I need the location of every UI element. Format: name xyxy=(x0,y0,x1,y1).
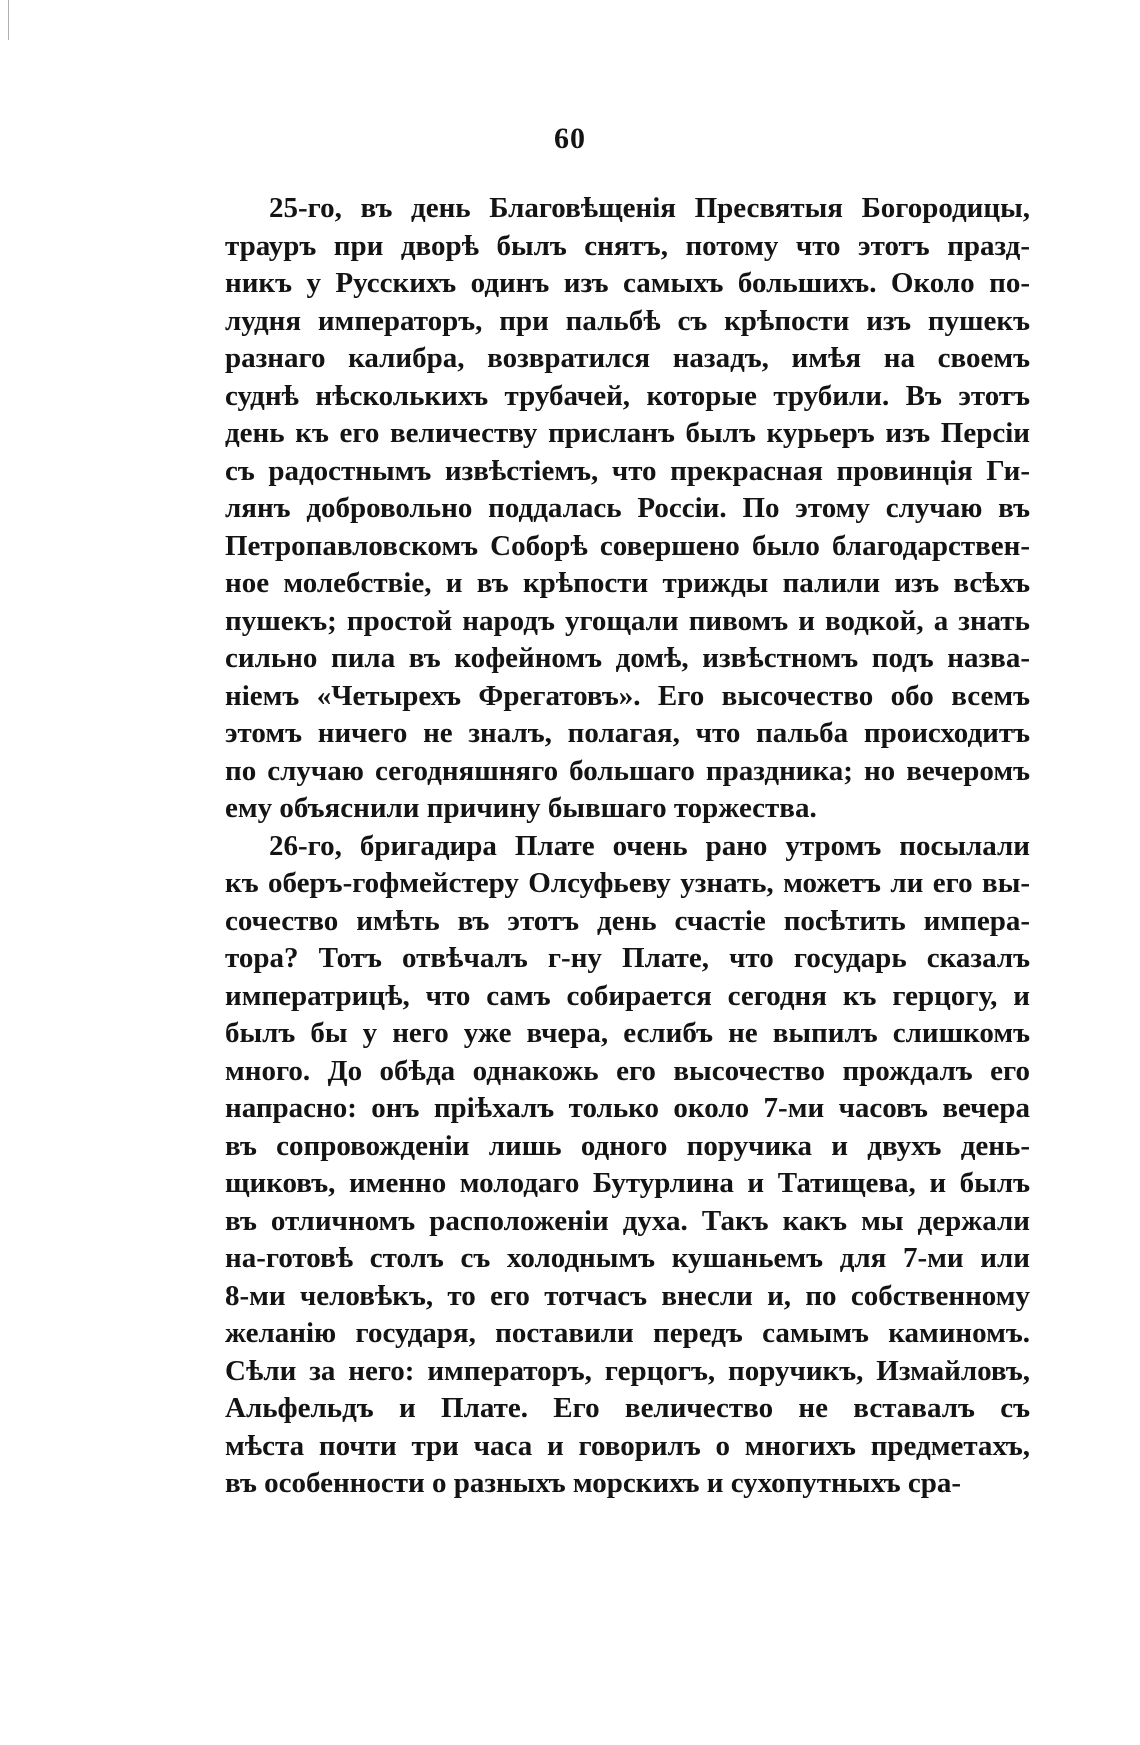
text-line: былъ бы у него уже вчера, еслибъ не выпилъ слишкомъ xyxy=(225,1017,1030,1049)
text-line: мѣста почти три часа и говорилъ о многихъ предметахъ, xyxy=(225,1429,1030,1462)
text-line: въ отличномъ расположеніи духа. Такъ какъ мы держали xyxy=(225,1204,1030,1237)
text-line: лудня императоръ, при пальбѣ съ крѣпости изъ пушекъ xyxy=(225,304,1030,337)
text-line: ему объяснили причину бывшаго торжества. xyxy=(225,792,817,824)
text-line: ніемъ «Четырехъ Фрегатовъ». Его высочество обо всемъ xyxy=(225,679,1030,712)
text-line: много. До обѣда однакожь его высочество прождалъ его xyxy=(225,1054,1030,1087)
text-line: императрицѣ, что самъ собирается сегодня къ герцогу, и xyxy=(225,979,1030,1012)
text-line: Альфельдъ и Плате. Его величество не вставалъ съ xyxy=(225,1392,1030,1424)
text-line: желанію государя, поставили передъ самымъ каминомъ. xyxy=(225,1317,1030,1349)
body-text xyxy=(225,190,1030,1503)
page-number: 60 xyxy=(554,122,586,155)
text-line: 26-го, бригадира Плате очень рано утромъ посылали xyxy=(269,829,1030,862)
text-line: по случаю сегодняшняго большаго праздника; но вечеромъ xyxy=(225,754,1030,787)
text-line: Петропавловскомъ Соборѣ совершено было благодарствен- xyxy=(225,529,1030,562)
text-line: пушекъ; простой народъ угощали пивомъ и водкой, а знать xyxy=(225,604,1030,637)
text-line: ное молебствіе, и въ крѣпости трижды палили изъ всѣхъ xyxy=(225,567,1030,599)
text-line: сильно пила въ кофейномъ домѣ, извѣстномъ подъ назва- xyxy=(225,642,1030,674)
text-line: сочество имѣть въ этотъ день счастіе посѣтить импера- xyxy=(225,904,1030,937)
paragraph xyxy=(225,190,1030,828)
text-line: лянъ добровольно поддалась Россіи. По этому случаю въ xyxy=(225,492,1030,524)
text-line: Сѣли за него: императоръ, герцогъ, поручикъ, Измайловъ, xyxy=(225,1354,1030,1387)
text-line: день къ его величеству присланъ былъ курьеръ изъ Персіи xyxy=(225,417,1030,449)
text-line: къ оберъ-гофмейстеру Олсуфьеву узнать, можетъ ли его вы- xyxy=(225,867,1030,899)
text-line: никъ у Русскихъ одинъ изъ самыхъ большихъ. Около по- xyxy=(225,267,1030,299)
text-line: на-готовѣ столъ съ холоднымъ кушаньемъ для 7-ми или xyxy=(225,1242,1030,1274)
text-line: 25-го, въ день Благовѣщенія Пресвятыя Богородицы, xyxy=(269,192,1030,224)
scan-edge-line xyxy=(8,0,9,40)
text-line: щиковъ, именно молодаго Бутурлина и Татищева, и былъ xyxy=(225,1167,1030,1199)
text-line: суднѣ нѣсколькихъ трубачей, которые трубили. Въ этотъ xyxy=(225,379,1030,412)
text-line: разнаго калибра, возвратился назадъ, имѣя на своемъ xyxy=(225,342,1030,374)
text-line: напрасно: онъ пріѣхалъ только около 7-ми часовъ вечера xyxy=(225,1092,1030,1124)
text-line: въ особенности о разныхъ морскихъ и сухопутныхъ сра- xyxy=(225,1467,962,1499)
text-line: 8-ми человѣкъ, то его тотчасъ внесли и, по собственному xyxy=(225,1279,1030,1312)
text-line: съ радостнымъ извѣстіемъ, что прекрасная провинція Ги- xyxy=(225,454,1030,487)
text-line: этомъ ничего не зналъ, полагая, что пальба происходитъ xyxy=(225,717,1030,749)
text-line: трауръ при дворѣ былъ снятъ, потому что этотъ празд- xyxy=(225,229,1030,262)
paragraph xyxy=(225,828,1030,1503)
text-line: тора? Тотъ отвѣчалъ г-ну Плате, что государь сказалъ xyxy=(225,942,1030,974)
text-line: въ сопровожденіи лишь одного поручика и двухъ день- xyxy=(225,1129,1030,1162)
